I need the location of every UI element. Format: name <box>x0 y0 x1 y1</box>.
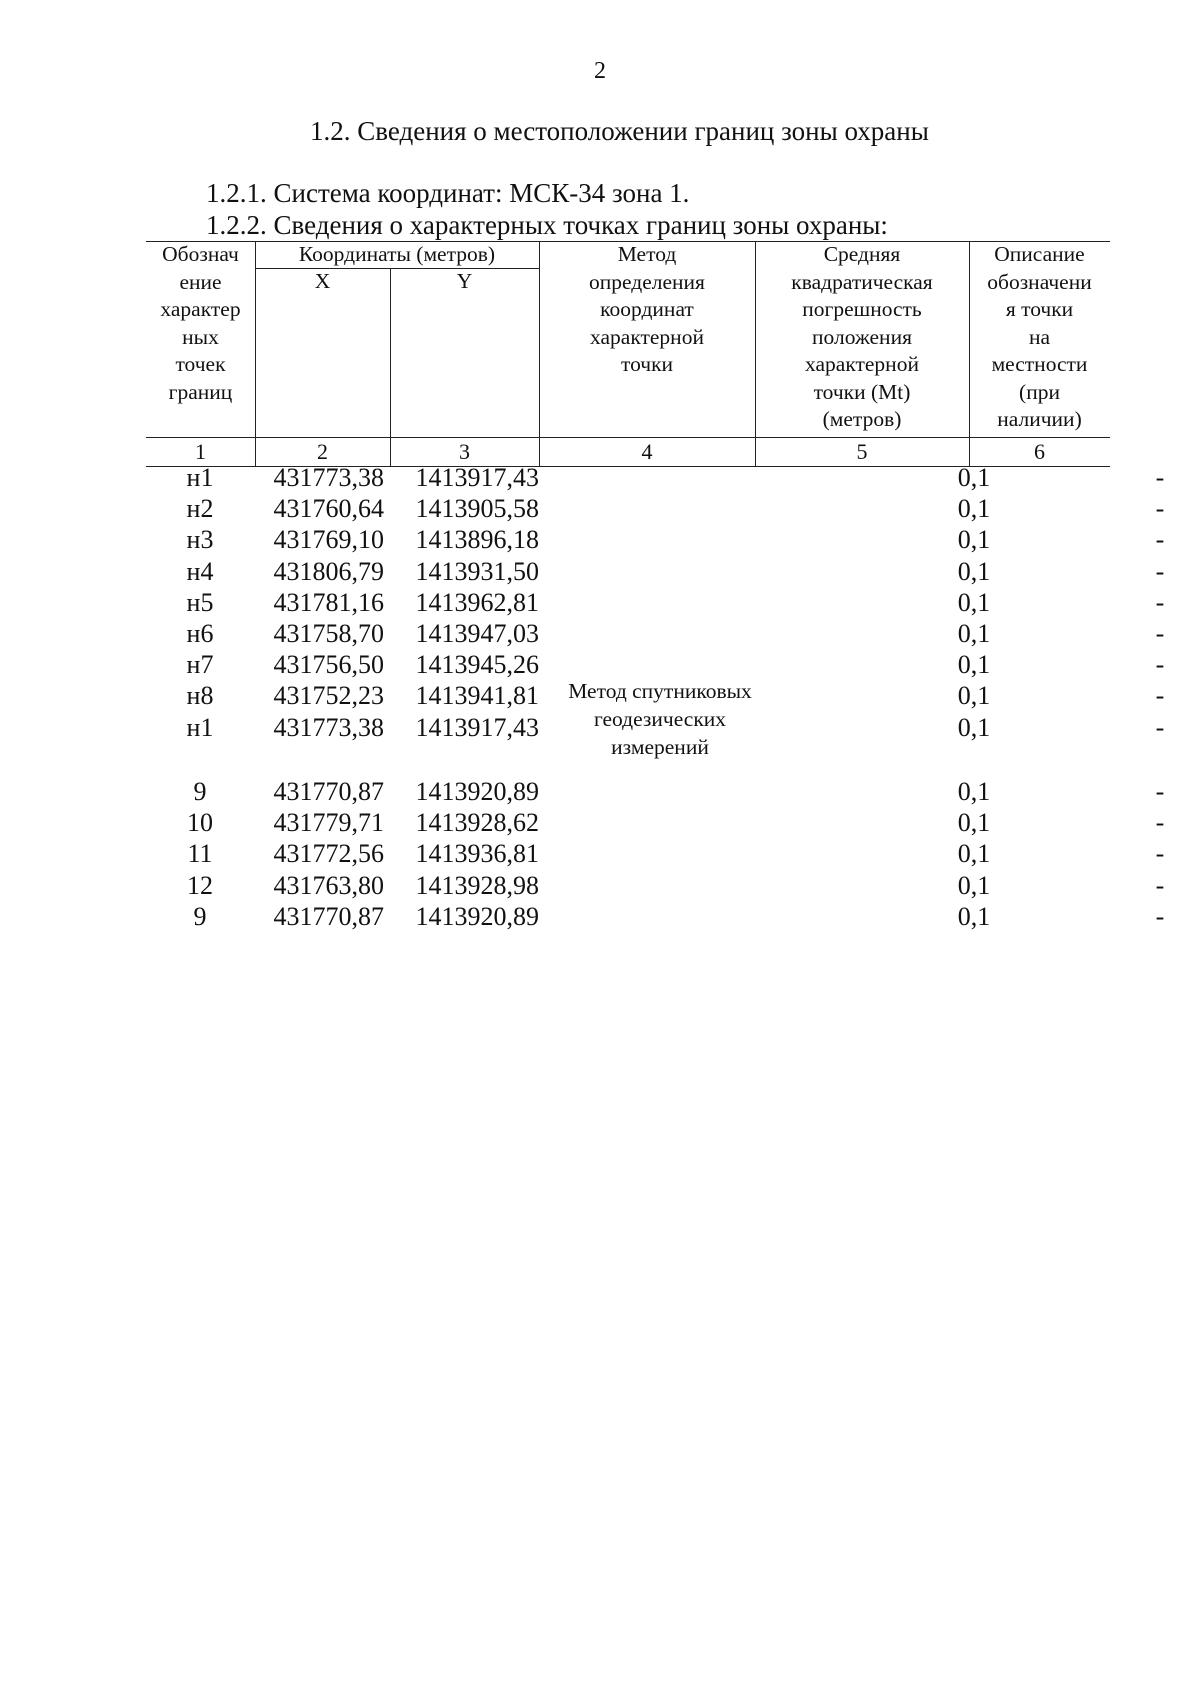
mt-cell: 0,1 <box>957 901 991 931</box>
y-cell: 1413928,98 <box>415 870 539 900</box>
y-cell: 1413905,58 <box>415 494 539 524</box>
x-cell: 431760,64 <box>273 494 384 524</box>
point-cell: н2 <box>186 494 214 524</box>
mt-cell: 0,1 <box>957 839 991 869</box>
mt-cell: 0,1 <box>957 712 991 742</box>
x-cell: 431806,79 <box>273 556 384 586</box>
header-line: характерной <box>590 324 704 349</box>
col-number-6: 6 <box>1034 439 1045 464</box>
x-cell: 431773,38 <box>273 712 384 742</box>
description-cell: - <box>1155 494 1165 524</box>
mt-cell: 0,1 <box>957 808 991 838</box>
y-cell: 1413945,26 <box>415 650 539 680</box>
header-x: X <box>314 269 331 293</box>
header-line: Средняя <box>823 242 901 266</box>
header-line: определения <box>589 269 705 294</box>
point-cell: н1 <box>186 463 214 492</box>
header-coordinates: Координаты (метров) <box>298 242 496 266</box>
subsection-points-info: 1.2.2. Сведения о характерных точках границ зоны охраны: <box>206 210 888 240</box>
header-designation <box>146 241 255 406</box>
table-row <box>146 808 1165 842</box>
mt-cell: 0,1 <box>957 870 991 900</box>
table-row <box>146 556 1165 591</box>
table-row <box>146 619 1165 653</box>
point-cell: 9 <box>193 901 207 931</box>
mt-cell: 0,1 <box>957 494 991 524</box>
header-line: (метров) <box>822 407 902 431</box>
description-cell: - <box>1155 839 1165 869</box>
y-cell: 1413947,03 <box>415 619 539 648</box>
header-line: наличии) <box>997 407 1082 431</box>
header-line: ение <box>179 269 222 294</box>
y-cell: 1413920,89 <box>415 901 539 931</box>
header-line: характер <box>160 297 241 321</box>
description-cell: - <box>1155 681 1165 711</box>
mt-cell: 0,1 <box>957 681 991 711</box>
point-cell: 12 <box>187 870 213 900</box>
header-line: Описание <box>994 242 1085 266</box>
y-cell: 1413931,50 <box>415 556 539 586</box>
table-row <box>146 587 1165 622</box>
y-cell: 1413917,43 <box>415 712 539 742</box>
description-cell: - <box>1155 619 1165 648</box>
x-cell: 431763,80 <box>273 870 384 900</box>
col-number-1: 1 <box>195 439 206 464</box>
header-line: квадратическая <box>791 269 933 294</box>
col-number-3: 3 <box>459 439 470 464</box>
method-line: геодезических <box>593 707 727 731</box>
mt-cell: 0,1 <box>957 650 991 680</box>
mt-cell: 0,1 <box>957 777 991 806</box>
col-number-2: 2 <box>317 439 328 464</box>
mt-cell: 0,1 <box>957 587 991 617</box>
header-method <box>539 241 755 379</box>
point-cell: н4 <box>186 556 214 586</box>
point-cell: н1 <box>186 712 214 742</box>
x-cell: 431781,16 <box>273 587 384 617</box>
table-row <box>146 463 1165 497</box>
mt-cell: 0,1 <box>957 463 991 492</box>
y-cell: 1413941,81 <box>415 681 539 711</box>
method-line: измерений <box>611 735 709 759</box>
x-cell: 431772,56 <box>273 839 384 869</box>
col-number-4: 4 <box>641 439 653 464</box>
method-value <box>552 677 768 761</box>
header-line: точек <box>175 352 226 376</box>
table-row <box>146 525 1165 559</box>
description-cell: - <box>1155 463 1165 492</box>
description-cell: - <box>1155 587 1165 617</box>
section-title: 1.2. Сведения о местоположении границ зоны охраны <box>310 116 929 146</box>
description-cell: - <box>1155 901 1165 931</box>
header-divider <box>146 437 1110 438</box>
table-row <box>146 839 1165 873</box>
point-cell: н6 <box>186 619 214 648</box>
y-cell: 1413896,18 <box>415 525 539 555</box>
point-cell: н7 <box>186 650 214 680</box>
description-cell: - <box>1155 556 1165 586</box>
table-row <box>146 777 1165 811</box>
col-number-5: 5 <box>856 439 868 464</box>
page-number: 2 <box>594 58 606 84</box>
table-row <box>146 901 1165 936</box>
point-cell: 11 <box>187 839 213 869</box>
col-divider-2 <box>390 268 391 466</box>
header-line: Обознач <box>162 242 239 266</box>
header-line: я точки <box>1005 297 1074 321</box>
x-cell: 431779,71 <box>273 808 384 838</box>
y-cell: 1413936,81 <box>415 839 539 869</box>
header-error <box>755 241 969 434</box>
y-cell: 1413928,62 <box>415 808 539 838</box>
header-line: положения <box>812 324 912 349</box>
mt-cell: 0,1 <box>957 525 991 555</box>
header-line: точки (Mt) <box>813 379 911 404</box>
x-cell: 431769,10 <box>273 525 384 555</box>
description-cell: - <box>1155 650 1165 680</box>
mt-cell: 0,1 <box>957 619 991 648</box>
point-cell: 9 <box>193 777 207 806</box>
description-cell: - <box>1155 777 1165 806</box>
header-line: координат <box>600 297 694 321</box>
table-row <box>146 870 1165 905</box>
x-cell: 431758,70 <box>273 619 384 648</box>
description-cell: - <box>1155 712 1165 742</box>
header-line: обозначени <box>987 269 1092 294</box>
point-cell: н5 <box>186 587 214 617</box>
header-line: (при <box>1019 379 1060 404</box>
method-line: Метод спутниковых <box>568 679 752 703</box>
x-cell: 431756,50 <box>273 650 384 680</box>
header-line: на <box>1028 324 1051 349</box>
point-cell: 10 <box>187 808 213 838</box>
table-row <box>146 494 1165 528</box>
x-cell: 431770,87 <box>273 901 384 931</box>
header-y: Y <box>456 269 473 293</box>
description-cell: - <box>1155 808 1165 838</box>
x-cell: 431752,23 <box>273 681 384 711</box>
x-cell: 431770,87 <box>273 777 384 806</box>
subsection-coordinate-system: 1.2.1. Система координат: МСК-34 зона 1. <box>206 178 690 208</box>
y-cell: 1413962,81 <box>415 587 539 617</box>
header-line: точки <box>620 352 674 376</box>
header-line: местности <box>991 352 1088 376</box>
point-cell: н3 <box>186 525 214 555</box>
mt-cell: 0,1 <box>957 556 991 586</box>
y-cell: 1413917,43 <box>415 463 539 492</box>
header-line: границ <box>168 379 233 404</box>
point-cell: н8 <box>186 681 214 711</box>
header-line: ных <box>182 324 219 349</box>
y-cell: 1413920,89 <box>415 777 539 806</box>
description-cell: - <box>1155 870 1165 900</box>
x-cell: 431773,38 <box>273 463 384 492</box>
header-line: Метод <box>617 242 677 266</box>
header-line: погрешность <box>802 297 922 321</box>
header-description <box>969 241 1110 434</box>
header-line: характерной <box>805 352 919 376</box>
description-cell: - <box>1155 525 1165 555</box>
